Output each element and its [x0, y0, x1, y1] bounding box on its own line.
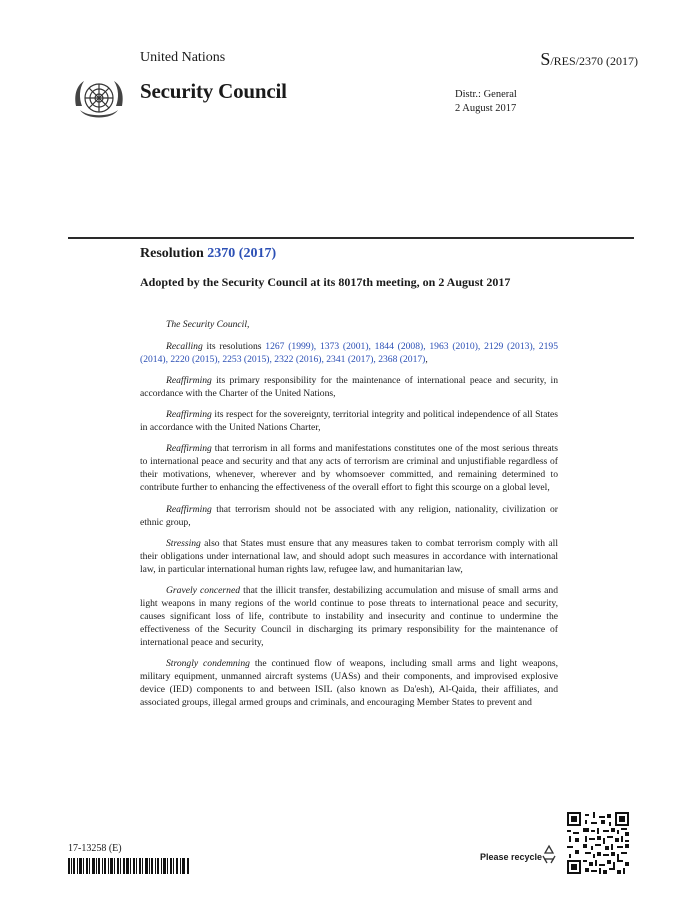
distribution-block — [455, 88, 517, 116]
paragraph-lead: Gravely concerned — [166, 584, 241, 596]
resolution-title — [140, 246, 276, 262]
paragraph-text: the continued flow of weapons, including small arms and light weapons, military equipment, unmanned aircraft systems (UASs) and their components, and improvised explosive device (IED) components to and between ISIL (also known as Da'esh), Al-Qaida, their affiliates, and associated groups, illegal armed groups and criminals, and encouraging Member States to prevent and — [140, 657, 558, 709]
document-date: 2 August 2017 — [455, 103, 517, 114]
document-symbol — [540, 49, 638, 70]
un-emblem-icon — [70, 76, 128, 126]
paragraph-text: its primary responsibility for the maintenance of international peace and security, in accordance with the Charter of the United Nations, — [140, 375, 558, 400]
preamble-paragraph — [140, 537, 558, 576]
paragraph-lead: Stressing — [166, 537, 201, 549]
preamble-paragraph — [140, 657, 558, 709]
barcode-icon — [68, 858, 190, 874]
header-rule — [68, 237, 634, 239]
preamble-paragraph — [140, 374, 558, 400]
symbol-prefix: S — [540, 49, 551, 69]
paragraph-lead: Reaffirming — [166, 375, 212, 387]
preamble-paragraph — [140, 503, 558, 529]
paragraph-lead: Strongly condemning — [166, 657, 250, 669]
distribution-text: Distr.: General — [455, 89, 517, 100]
paragraph-text: its respect for the sovereignty, territorial integrity and political independence of all States in accordance with the United Nations Charter, — [140, 409, 558, 434]
document-number: 17-13258 (E) — [68, 843, 122, 854]
paragraph-text: that the illicit transfer, destabilizing accumulation and misuse of small arms and light weapons in many regions of the world continue to pose threats to international peace and security, causes significant loss of life, contribute to instability and insecurity and continue to undermine the effectiveness of the Security Council in discharging its primary responsibility for the maintenance of international peace and security, — [140, 584, 558, 648]
adoption-line: Adopted by the Security Council at its 8017th meeting, on 2 August 2017 — [140, 275, 511, 289]
paragraph-lead: Reaffirming — [166, 409, 212, 421]
resolution-links[interactable]: 1267 (1999), 1373 (2001), 1844 (2008), 1963 (2010), 2129 (2013), 2195 (2014), 2220 (2015), 2253 (2015), 2322 (2016), 2341 (2017), 2368 (2017) — [140, 341, 558, 366]
paragraph-text: that terrorism in all forms and manifestations constitutes one of the most serious threats to international peace and security and that any acts of terrorism are criminal and unjustifiable regardless of their motivations, whenever, wherever and by whomsoever committed, and remaining determined to contribute further to enhancing the effectiveness of the overall effort to fight this scourge on a global level, — [140, 443, 558, 494]
preamble-intro — [140, 318, 558, 331]
paragraph-text: that terrorism should not be associated with any religion, nationality, civilization or ethnic group, — [140, 503, 558, 528]
symbol-rest: /RES/2370 (2017) — [550, 54, 638, 68]
paragraph-lead: Reaffirming — [166, 443, 212, 455]
resolution-label: Resolution — [140, 246, 204, 261]
paragraph-lead: Reaffirming — [166, 503, 212, 515]
preamble-paragraph — [140, 340, 558, 366]
preamble-paragraph — [140, 408, 558, 434]
organization-name: United Nations — [140, 50, 226, 65]
paragraph-text: also that States must ensure that any measures taken to combat terrorism comply with all their obligations under international law, and should adopt such measures in accordance with international law, in particular international human rights law, refugee law, and humanitarian law, — [140, 537, 558, 575]
paragraph-text: , — [425, 354, 428, 366]
resolution-number-link[interactable]: 2370 (2017) — [207, 246, 277, 261]
preamble-paragraph — [140, 442, 558, 494]
qr-code-icon — [567, 812, 629, 874]
paragraph-text: its resolutions — [202, 341, 266, 353]
preamble-paragraph — [140, 584, 558, 649]
recycle-note: Please recycle — [480, 852, 543, 862]
intro-text: The Security Council, — [166, 319, 250, 330]
body-name: Security Council — [140, 79, 287, 103]
paragraph-lead: Recalling — [166, 341, 203, 353]
recycle-icon — [540, 844, 558, 864]
resolution-body — [140, 318, 558, 717]
